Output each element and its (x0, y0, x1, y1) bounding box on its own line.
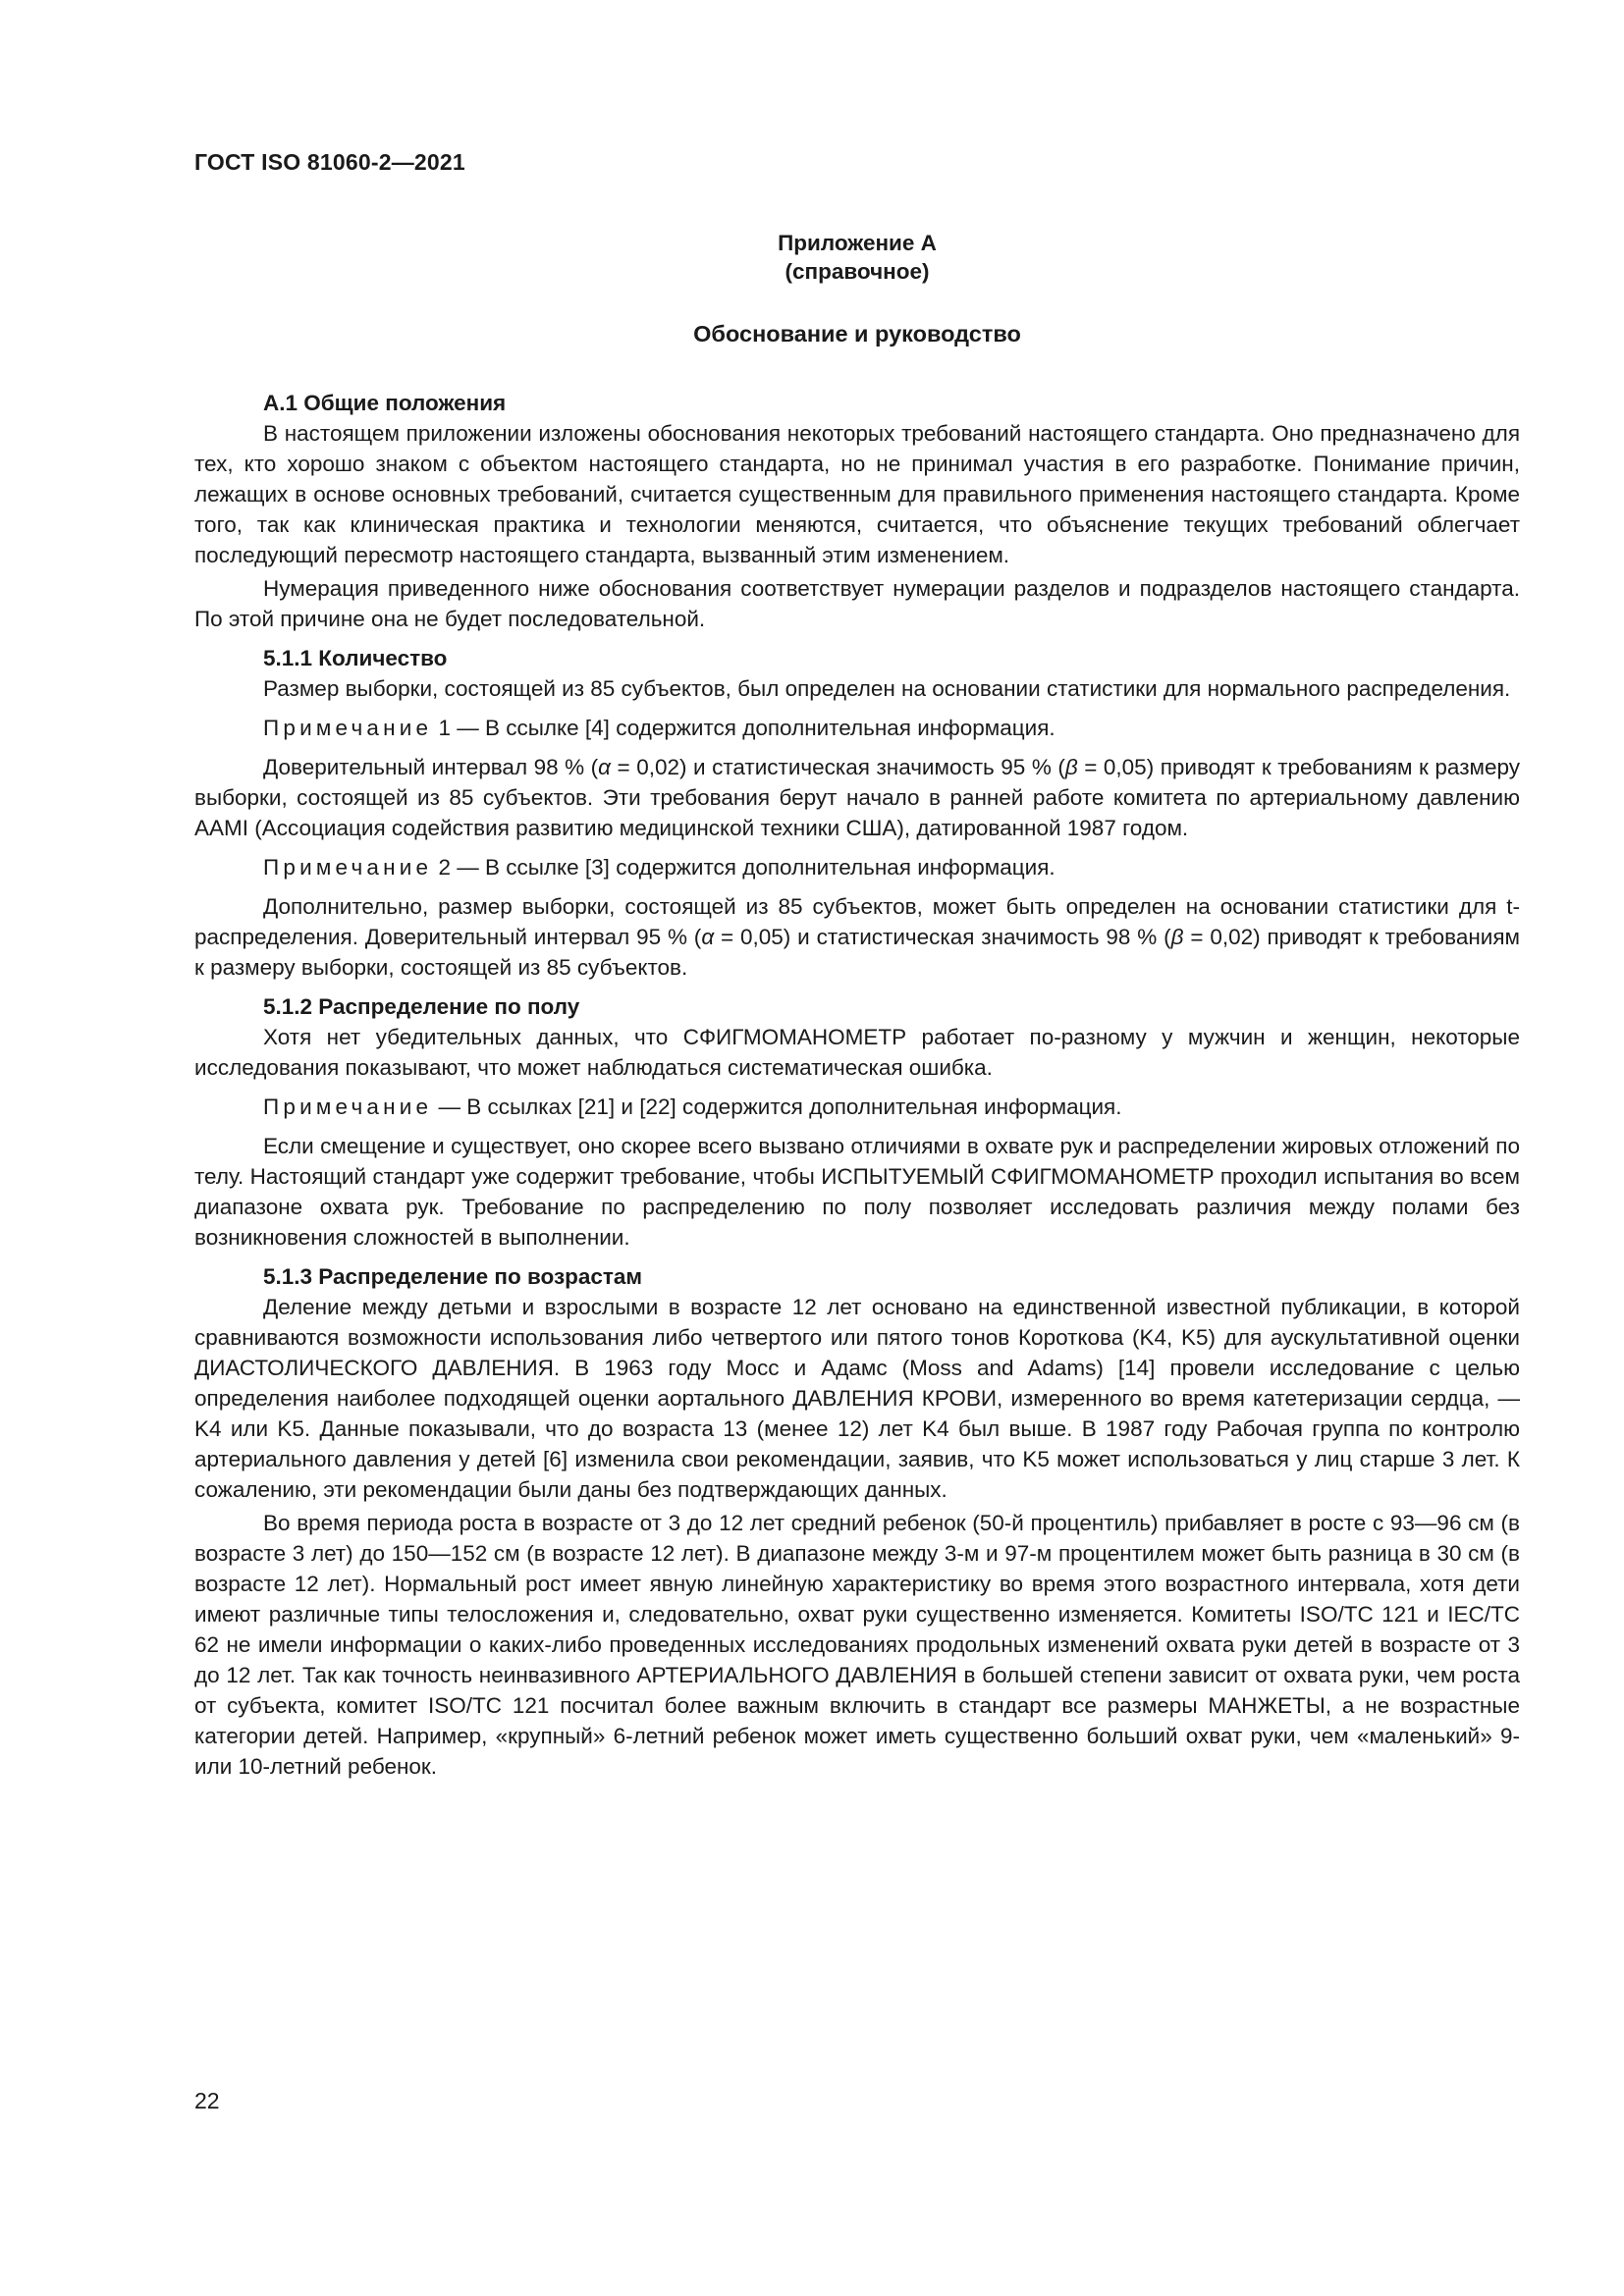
note-3 (194, 1092, 1520, 1122)
note-text: — В ссылках [21] и [22] содержится дополнительная информация. (432, 1095, 1122, 1119)
page-content (194, 229, 1520, 1782)
annex-kind: (справочное) (785, 259, 930, 284)
section-5-1-3-paragraph-1: Деление между детьми и взрослыми в возрасте 12 лет основано на единственной известной публикации, в которой сравниваются возможности использования либо четвертого или пятого тонов Короткова (K4, K5) для аускультативной оценки ДИАСТОЛИЧЕСКОГО ДАВЛЕНИЯ. В 1963 году Мосс и Адамс (Moss and Adams) [14] провели исследование с целью определения наиболее подходящей оценки аортального ДАВЛЕНИЯ КРОВИ, измеренного во время катетеризации сердца, — K4 или K5. Данные показывали, что до возраста 13 (менее 12) лет K4 был выше. В 1987 году Рабочая группа по контролю артериального давления у детей [6] изменила свои рекомендации, заявив, что K5 может использоваться у лиц старше 3 лет. К сожалению, эти рекомендации были даны без подтверждающих данных. (194, 1295, 1520, 1502)
section-5-1-2-paragraph-2: Если смещение и существует, оно скорее всего вызвано отличиями в охвате рук и распределении жировых отложений по телу. Настоящий стандарт уже содержит требование, чтобы ИСПЫТУЕМЫЙ СФИГМОМАНОМЕТР проходил испытания во всем диапазоне охвата рук. Требование по распределению по полу позволяет исследовать различия между полами без возникновения сложностей в выполнении. (194, 1134, 1520, 1250)
alpha-symbol: α (598, 755, 612, 779)
text-run: Дополнительно, размер выборки, состоящей из 85 субъектов, может быть определен на основании статистики для t-распределения. Доверительный интервал 95 % ( (194, 894, 1520, 949)
note-label: Примечание (263, 716, 433, 740)
section-a1-paragraph-1: В настоящем приложении изложены обоснования некоторых требований настоящего стандарта. Оно предназначено для тех, кто хорошо знаком с объектом настоящего стандарта, но не принимал участия в его разработке. Понимание причин, лежащих в основе основных требований, считается существенным для правильного применения настоящего стандарта. Кроме того, так как клиническая практика и технологии меняются, считается, что объяснение текущих требований облегчает последующий пересмотр настоящего стандарта, вызванный этим изменением. (194, 421, 1520, 567)
text-run: Доверительный интервал 98 % ( (263, 755, 599, 779)
text-run: = 0,05) и статистическая значимость 98 % ( (714, 925, 1171, 949)
beta-symbol: β (1064, 755, 1078, 779)
note-text: 1 — В ссылке [4] содержится дополнительная информация. (432, 716, 1056, 740)
section-a1-paragraph-2: Нумерация приведенного ниже обоснования соответствует нумерации разделов и подразделов настоящего стандарта. По этой причине она не будет последовательной. (194, 576, 1520, 631)
annex-name: Обоснование и руководство (693, 321, 1021, 347)
section-heading-5-1-3: 5.1.3 Распределение по возрастам (263, 1264, 643, 1289)
text-run: = 0,02) и статистическая значимость 95 % ( (611, 755, 1065, 779)
section-heading-5-1-1: 5.1.1 Количество (263, 646, 448, 670)
standard-header: ГОСТ ISO 81060-2—2021 (194, 149, 465, 175)
note-text: 2 — В ссылке [3] содержится дополнительная информация. (432, 855, 1056, 880)
page-number: 22 (194, 2088, 220, 2113)
note-label: Примечание (263, 1095, 433, 1119)
section-heading-a1: А.1 Общие положения (263, 391, 507, 415)
section-5-1-3-paragraph-2: Во время периода роста в возрасте от 3 до 12 лет средний ребенок (50-й процентиль) прибавляет в росте с 93—96 см (в возрасте 3 лет) до 150—152 см (в возрасте 12 лет). В диапазоне между 3-м и 97-м процентилем может быть разница в 30 см (в возрасте 12 лет). Нормальный рост имеет явную линейную характеристику во время этого возрастного интервала, хотя дети имеют различные типы телосложения и, следовательно, охват руки существенно изменяется. Комитеты ISO/TC 121 и IEC/TC 62 не имели информации о каких-либо проведенных исследованиях продольных изменений охвата руки детей в возрасте от 3 до 12 лет. Так как точность неинвазивного АРТЕРИАЛЬНОГО ДАВЛЕНИЯ в большей степени зависит от охвата руки, чем роста от субъекта, комитет ISO/TC 121 посчитал более важным включить в стандарт все размеры МАНЖЕТЫ, а не возрастные категории детей. Например, «крупный» 6-летний ребенок может иметь существенно больший охват руки, чем «маленький» 9- или 10-летний ребенок. (194, 1511, 1520, 1779)
annex-title: Приложение А (778, 231, 937, 255)
beta-symbol: β (1170, 925, 1184, 949)
note-2 (194, 852, 1520, 882)
section-5-1-1-paragraph-3 (194, 891, 1520, 983)
section-5-1-1-paragraph-2 (194, 752, 1520, 843)
note-1 (194, 713, 1520, 743)
section-5-1-1-paragraph-1: Размер выборки, состоящей из 85 субъектов, был определен на основании статистики для нормального распределения. (263, 676, 1511, 701)
section-5-1-2-paragraph-1: Хотя нет убедительных данных, что СФИГМОМАНОМЕТР работает по-разному у мужчин и женщин, некоторые исследования показывают, что может наблюдаться систематическая ошибка. (194, 1025, 1520, 1080)
note-label: Примечание (263, 855, 433, 880)
text-run: = 0,05) приводят к требованиям к размеру выборки, состоящей из 85 субъектов. Эти требования берут начало в ранней работе комитета по артериальному давлению AAMI (Ассоциация содействия развитию медицинской техники США), датированной 1987 годом. (194, 755, 1520, 840)
text-run: = 0,02) приводят к требованиям к размеру выборки, состоящей из 85 субъектов. (194, 925, 1520, 980)
section-heading-5-1-2: 5.1.2 Распределение по полу (263, 994, 580, 1019)
alpha-symbol: α (701, 925, 715, 949)
